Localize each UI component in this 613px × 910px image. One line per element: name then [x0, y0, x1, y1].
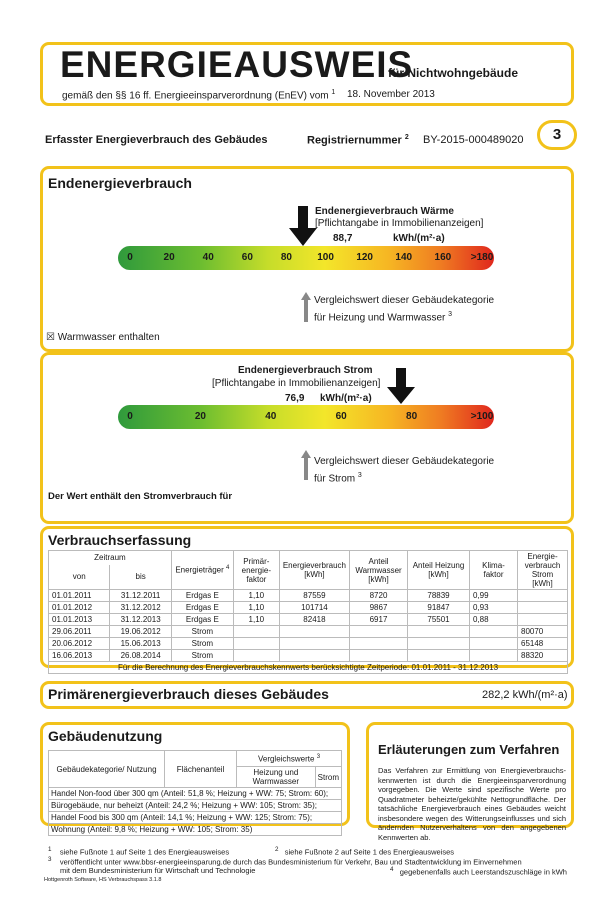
cell-von: 01.01.2011 [49, 590, 110, 602]
cell-traeger: Strom [171, 638, 233, 650]
scale-tick: 80 [406, 411, 418, 422]
page-number-badge: 3 [537, 120, 577, 150]
cell-ww: 8720 [350, 590, 408, 602]
cell-faktor: 1,10 [233, 614, 279, 626]
verbrauch-title: Verbrauchserfassung [48, 532, 192, 548]
table-row [49, 626, 568, 638]
cell-heizung: 91847 [408, 602, 470, 614]
power-scale-bar [118, 405, 494, 429]
heat-unit: kWh/(m²·a) [393, 233, 445, 244]
footnote-3: $^3$ veröffentlicht unter www.bbsr-energieeinsparung.de durch das Bundesministerium für Verkehr, Bau und Stadtentwicklung im Einvernehmen [48, 856, 522, 867]
nutzung-title: Gebäudenutzung [48, 728, 163, 744]
cell-von: 29.06.2011 [49, 626, 110, 638]
power-value-sub: [Pflichtangabe in Immobilienanzeigen] [212, 378, 381, 389]
software-credit: Hottgenroth Software, HS Verbrauchspass 3.1.8 [44, 877, 162, 883]
col-bis: bis [110, 565, 171, 590]
col-strom-vgl: Strom [315, 767, 341, 788]
col-klima: Klima-faktor [470, 551, 518, 590]
cell-verbrauch: 101714 [279, 602, 349, 614]
power-contains-label: Der Wert enthält den Stromverbrauch für [48, 491, 233, 502]
footnote-1: $^1$ siehe Fußnote 1 auf Seite 1 des Energieausweises [48, 846, 230, 857]
cell-faktor [233, 638, 279, 650]
scale-tick: >100 [470, 411, 494, 422]
cell-ww: 6917 [350, 614, 408, 626]
cell-klima: 0,99 [470, 590, 518, 602]
registration-label: Registriernummer $^2$ [307, 134, 409, 147]
cell-von: 01.01.2013 [49, 614, 110, 626]
cell-ww: 9867 [350, 602, 408, 614]
col-verbrauch: Energieverbrauch [kWh] [279, 551, 349, 590]
document-title: ENERGIEAUSWEIS [60, 44, 414, 85]
cell-traeger: Erdgas E [171, 602, 233, 614]
law-reference: gemäß den §§ 16 ff. Energieeinsparverordnung (EnEV) vom $^1$ [62, 89, 336, 102]
scale-tick: 0 [127, 411, 133, 422]
col-flaeche: Flächenanteil [165, 751, 237, 788]
footnote-4: $^4$ gegebenenfalls auch Leerstandszuschläge in kWh [390, 866, 567, 877]
cell-verbrauch [279, 638, 349, 650]
erlaeuterung-title: Erläuterungen zum Verfahren [378, 742, 560, 757]
cell-klima: 0,88 [470, 614, 518, 626]
col-traeger: Energieträger $^4$ [171, 551, 233, 590]
erlaeuterung-text: Das Verfahren zur Ermittlung von Energieverbrauchs-kennwerten ist durch die Energieeinsparverordnung vorgegeben. Die Werte sind spezifische Werte pro Quadratmeter beheizte/gekühlte Nettogrundfläche. Der tatsächliche Energieverbrauch eines Gebäudes weicht insbesondere wegen des Witterungseinflusses und sich ändernden Nutzerverhaltens von den angegebenen Kennwerten ab. [378, 766, 566, 842]
scale-tick: 160 [434, 252, 452, 263]
cell-strom: 80070 [518, 626, 568, 638]
law-date: 18. November 2013 [347, 89, 435, 100]
cell-strom: 65148 [518, 638, 568, 650]
cell-faktor: 1,10 [233, 602, 279, 614]
cell-ww [350, 626, 408, 638]
cell-ww [350, 650, 408, 662]
cell-klima [470, 638, 518, 650]
cell-heizung: 78839 [408, 590, 470, 602]
cell-strom: 88320 [518, 650, 568, 662]
col-primaer: Primär-energie-faktor [233, 551, 279, 590]
scale-tick: >180 [470, 252, 494, 263]
col-strom: Energie-verbrauch Strom [kWh] [518, 551, 568, 590]
usage-row: Handel Food bis 300 qm (Anteil: 14,1 %; Heizung + WW: 125; Strom: 75); [49, 812, 342, 824]
scale-tick: 80 [280, 252, 292, 263]
heat-compare-arrow [301, 292, 311, 322]
heat-value-sub: [Pflichtangabe in Immobilienanzeigen] [315, 218, 484, 229]
consumption-table [48, 550, 568, 674]
cell-bis: 31.12.2013 [110, 614, 171, 626]
table-row [49, 602, 568, 614]
usage-row: Handel Non-food über 300 qm (Anteil: 51,8 %; Heizung + WW: 75; Strom: 60); [49, 788, 342, 800]
cell-verbrauch [279, 650, 349, 662]
document-subtitle: für Nichtwohngebäude [388, 66, 518, 80]
cell-verbrauch [279, 626, 349, 638]
primaer-value: 282,2 kWh/(m²·a) [482, 689, 568, 701]
cell-von: 20.06.2012 [49, 638, 110, 650]
registration-number: BY-2015-000489020 [423, 134, 524, 146]
cell-bis: 31.12.2011 [110, 590, 171, 602]
cell-faktor: 1,10 [233, 590, 279, 602]
cell-traeger: Erdgas E [171, 590, 233, 602]
scale-tick: 0 [127, 252, 133, 263]
power-value: 76,9 [285, 393, 305, 404]
heat-compare-label: Vergleichswert dieser Gebäudekategorie für Heizung und Warmwasser $^3$ [314, 295, 495, 324]
cell-faktor [233, 626, 279, 638]
power-value-arrow [387, 368, 415, 404]
endenergie-title: Endenergieverbrauch [48, 175, 192, 191]
table-row [49, 650, 568, 662]
cell-von: 16.06.2013 [49, 650, 110, 662]
col-warmwasser: Anteil Warmwasser [kWh] [350, 551, 408, 590]
scale-tick: 20 [163, 252, 175, 263]
cell-strom [518, 590, 568, 602]
scale-tick: 20 [194, 411, 206, 422]
col-heizung: Anteil Heizung [kWh] [408, 551, 470, 590]
cell-heizung: 75501 [408, 614, 470, 626]
scale-tick: 60 [335, 411, 347, 422]
usage-row: Bürogebäude, nur beheizt (Anteil: 24,2 %; Heizung + WW: 105; Strom: 35); [49, 800, 342, 812]
scale-tick: 40 [265, 411, 277, 422]
cell-traeger: Strom [171, 626, 233, 638]
cell-verbrauch: 82418 [279, 614, 349, 626]
cell-strom [518, 602, 568, 614]
cell-bis: 26.08.2014 [110, 650, 171, 662]
footnote-2: $^2$ siehe Fußnote 2 auf Seite 1 des Energieausweises [275, 846, 455, 857]
cell-heizung [408, 626, 470, 638]
cell-traeger: Strom [171, 650, 233, 662]
period-note: Für die Berechnung des Energieverbrauchskennwerts berücksichtigte Zeitperiode: 01.01.2011 - 31.12.2013 [49, 662, 568, 674]
power-compare-label: Vergleichswert dieser Gebäudekategorie für Strom $^3$ [314, 456, 495, 485]
cell-klima: 0,93 [470, 602, 518, 614]
cell-heizung [408, 650, 470, 662]
footnote-3b: mit dem Bundesministerium für Wirtschaft und Technologie [60, 866, 256, 875]
table-row [49, 638, 568, 650]
scale-tick: 120 [356, 252, 373, 263]
usage-row: Wohnung (Anteil: 9,8 %; Heizung + WW: 105; Strom: 35) [49, 824, 342, 836]
cell-ww [350, 638, 408, 650]
cell-bis: 19.06.2012 [110, 626, 171, 638]
cell-von: 01.01.2012 [49, 602, 110, 614]
col-kategorie: Gebäudekategorie/ Nutzung [49, 751, 165, 788]
scale-tick: 40 [202, 252, 214, 263]
warmwater-checkbox: ☒ [46, 332, 55, 343]
table-row [49, 614, 568, 626]
scale-tick: 140 [395, 252, 413, 263]
heat-value: 88,7 [333, 233, 353, 244]
cell-verbrauch: 87559 [279, 590, 349, 602]
power-value-label: Endenergieverbrauch Strom [238, 365, 373, 376]
cell-traeger: Erdgas E [171, 614, 233, 626]
usage-table [48, 750, 342, 836]
heat-value-arrow [289, 206, 317, 246]
cell-klima [470, 650, 518, 662]
col-heizung-ww: Heizung und Warmwasser [237, 767, 316, 788]
col-von: von [49, 565, 110, 590]
recorded-consumption-label: Erfasster Energieverbrauch des Gebäudes [45, 134, 268, 146]
cell-bis: 15.06.2013 [110, 638, 171, 650]
table-row [49, 590, 568, 602]
cell-klima [470, 626, 518, 638]
primaer-title: Primärenergieverbrauch dieses Gebäudes [48, 686, 329, 702]
heat-value-label: Endenergieverbrauch Wärme [315, 206, 454, 217]
warmwater-included: ☒ Warmwasser enthalten [46, 332, 160, 343]
cell-heizung [408, 638, 470, 650]
scale-tick: 100 [317, 252, 334, 263]
cell-strom [518, 614, 568, 626]
cell-faktor [233, 650, 279, 662]
cell-bis: 31.12.2012 [110, 602, 171, 614]
power-compare-arrow [301, 450, 311, 480]
table-note-row [49, 662, 568, 674]
power-unit: kWh/(m²·a) [320, 393, 372, 404]
col-vergleich: Vergleichswerte $^3$ [237, 751, 342, 767]
scale-tick: 60 [241, 252, 253, 263]
col-zeitraum: Zeitraum [49, 551, 172, 565]
